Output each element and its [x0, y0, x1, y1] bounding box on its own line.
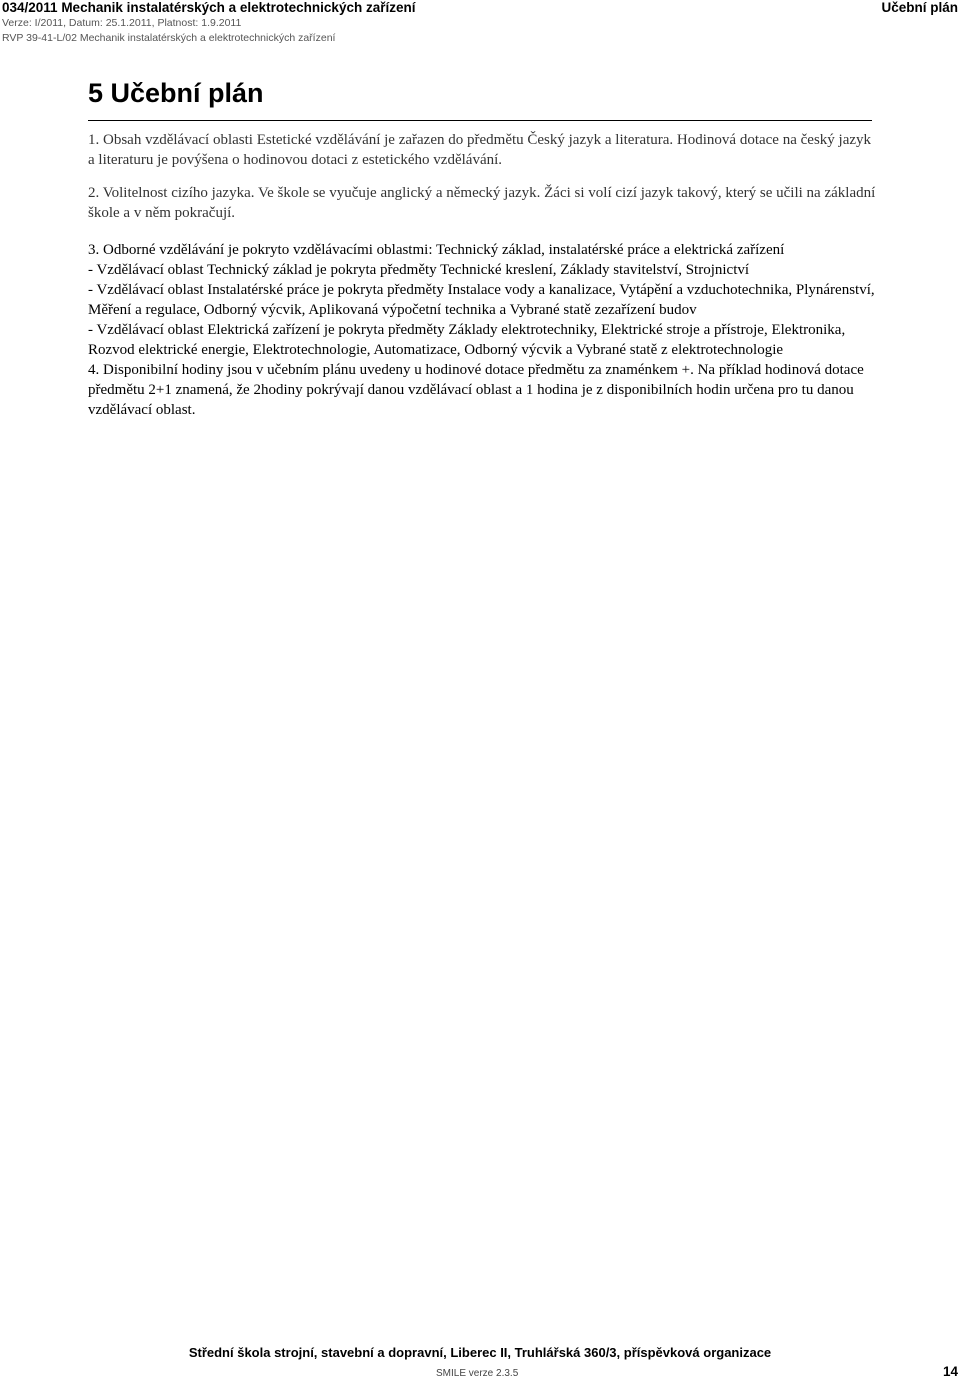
document-version: Verze: I/2011, Datum: 25.1.2011, Platnost: 1.9.2011 [2, 17, 242, 29]
paragraph-3-technical: - Vzdělávací oblast Technický základ je pokryta předměty Technické kreslení, Základy stavitelství, Strojnictví [88, 262, 750, 278]
footer-school-name: Střední škola strojní, stavební a dopravní, Liberec II, Truhlářská 360/3, příspěvková organizace [188, 1345, 772, 1360]
paragraph-3-electrical: - Vzdělávací oblast Elektrická zařízení je pokryta předměty Základy elektrotechniky, Elektrické stroje a přístroje, Elektronika, Rozvod elektrické energie, Elektrotechnologie, Automatizace, Odborný výcvik a Vybrané statě z elektrotechnologie [88, 322, 846, 358]
paragraph-3: 3. Odborné vzdělávání je pokryto vzdělávacími oblastmi: Technický základ, instalatérské práce a elektrická zařízení [88, 242, 785, 258]
document-rvp: RVP 39-41-L/02 Mechanik instalatérských a elektrotechnických zařízení [2, 32, 336, 44]
heading-divider [88, 120, 872, 121]
section-heading: 5 Učební plán [88, 78, 264, 108]
paragraph-3-plumbing: - Vzdělávací oblast Instalatérské práce je pokryta předměty Instalace vody a kanalizace, Vytápění a vzduchotechnika, Plynárenství, Měření a regulace, Odborný výcvik, Aplikovaná výpočetní technika a Vybrané statě zezařízení budov [88, 282, 875, 318]
paragraph-4: 4. Disponibilní hodiny jsou v učebním plánu uvedeny u hodinové dotace předmětu za znaménkem +. Na příklad hodinová dotace předmětu 2+1 znamená, že 2hodiny pokrývají danou vzdělávací oblast a 1 hodina je z disponibilních hodin určena pro tu danou vzdělávací oblast. [88, 362, 864, 418]
paragraph-2: 2. Volitelnost cizího jazyka. Ve škole se vyučuje anglický a německý jazyk. Žáci si volí cizí jazyk takový, který se učili na základní škole a v něm pokračují. [88, 185, 876, 221]
main-content [88, 130, 876, 420]
paragraph-1: 1. Obsah vzdělávací oblasti Estetické vzdělávání je zařazen do předmětu Český jazyk a literatura. Hodinová dotace na český jazyk a literaturu je povýšena o hodinovou dotaci z estetického vzdělávání. [88, 132, 872, 168]
page-number: 14 [942, 1364, 958, 1379]
footer-software-version: SMILE verze 2.3.5 [436, 1368, 519, 1379]
document-title: 034/2011 Mechanik instalatérských a elektrotechnických zařízení [2, 0, 416, 15]
header-section-name: Učební plán [881, 0, 958, 15]
